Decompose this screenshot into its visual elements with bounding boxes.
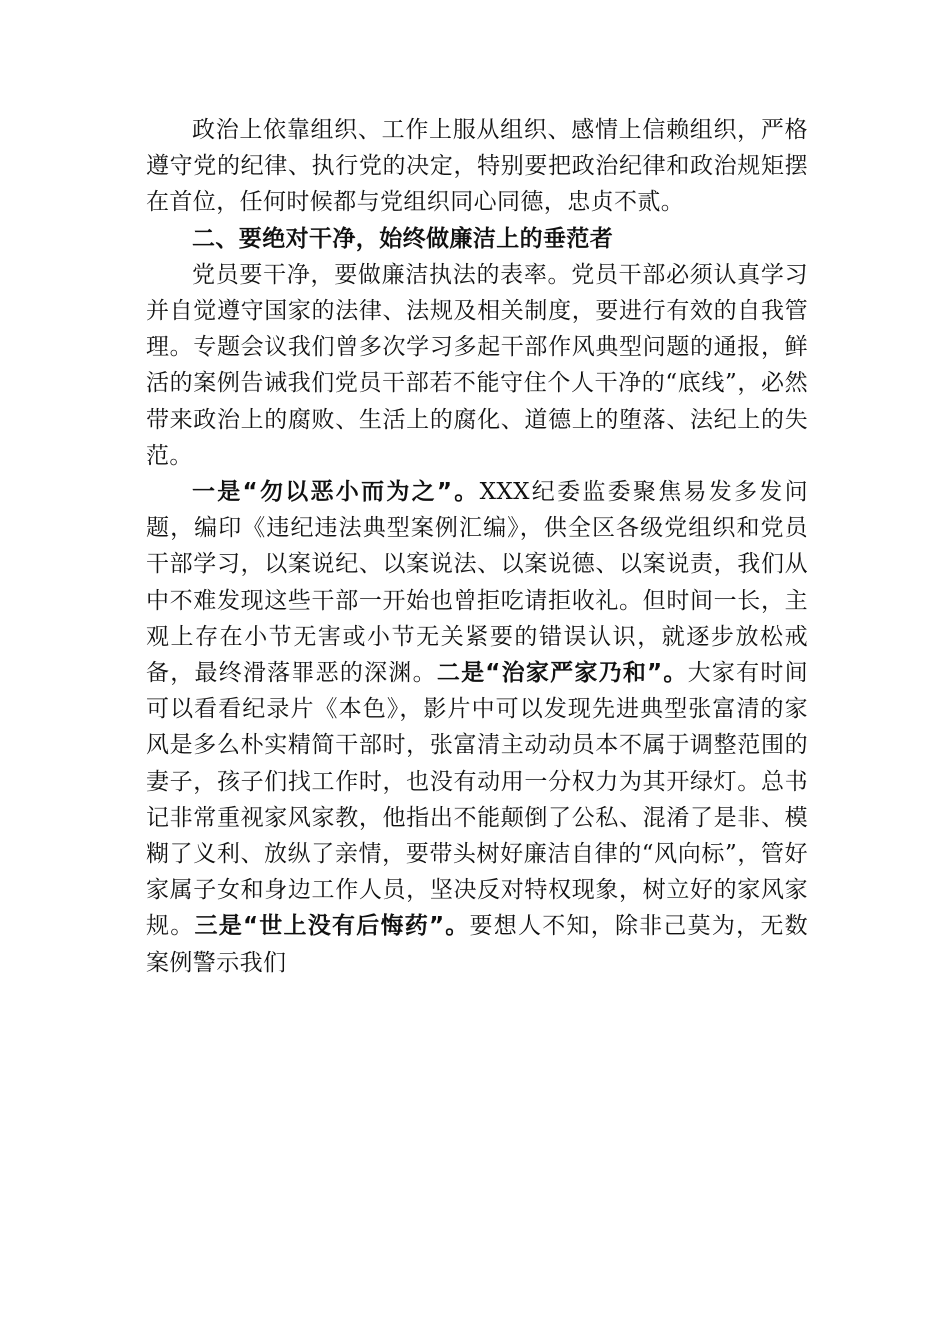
paragraph-points [146, 474, 808, 981]
point-three-title: 三是“世上没有后悔药”。 [194, 913, 470, 940]
point-two-text: 大家有时间可以看看纪录片《本色》，影片中可以发现先进典型张富清的家风是多么朴实精简干部时，张富清主动动员本不属于调整范围的妻子，孩子们找工作时，也没有动用一分权力为其开绿灯。总书记非常重视家风家教，他指出不能颠倒了公私、混淆了是非、模糊了义利、放纵了亲情，要带头树好廉洁自律的“风向标”，管好家属子女和身边工作人员，坚决反对特权现象，树立好的家风家规。 [146, 660, 808, 940]
paragraph-loyalty: 政治上依靠组织、工作上服从组织、感情上信赖组织，严格遵守党的纪律、执行党的决定，特别要把政治纪律和政治规矩摆在首位，任何时候都与党组织同心同德，忠贞不贰。 [146, 117, 808, 216]
paragraph-clean-intro: 党员要干净，要做廉洁执法的表率。党员干部必须认真学习并自觉遵守国家的法律、法规及相关制度，要进行有效的自我管理。专题会议我们曾多次学习多起干部作风典型问题的通报，鲜活的案例告诫我们党员干部若不能守住个人干净的“底线”，必然带来政治上的腐败、生活上的腐化、道德上的堕落、法纪上的失范。 [146, 261, 808, 469]
section-heading-clean: 二、要绝对干净，始终做廉洁上的垂范者 [192, 225, 614, 252]
point-three-text: 要想人不知，除非己莫为，无数案例警示我们 [146, 913, 808, 976]
document-page [146, 112, 808, 981]
point-two-title: 二是“治家严家乃和”。 [436, 660, 688, 687]
point-one-text: XXX纪委监委聚焦易发多发问题，编印《违纪违法典型案例汇编》，供全区各级党组织和党员干部学习，以案说纪、以案说法、以案说德、以案说责，我们从中不难发现这些干部一开始也曾拒吃请拒收礼。但时间一长，主观上存在小节无害或小节无关紧要的错误认识，就逐步放松戒备，最终滑落罪恶的深渊。 [146, 479, 808, 687]
point-one-title: 一是“勿以恶小而为之”。 [192, 479, 480, 506]
